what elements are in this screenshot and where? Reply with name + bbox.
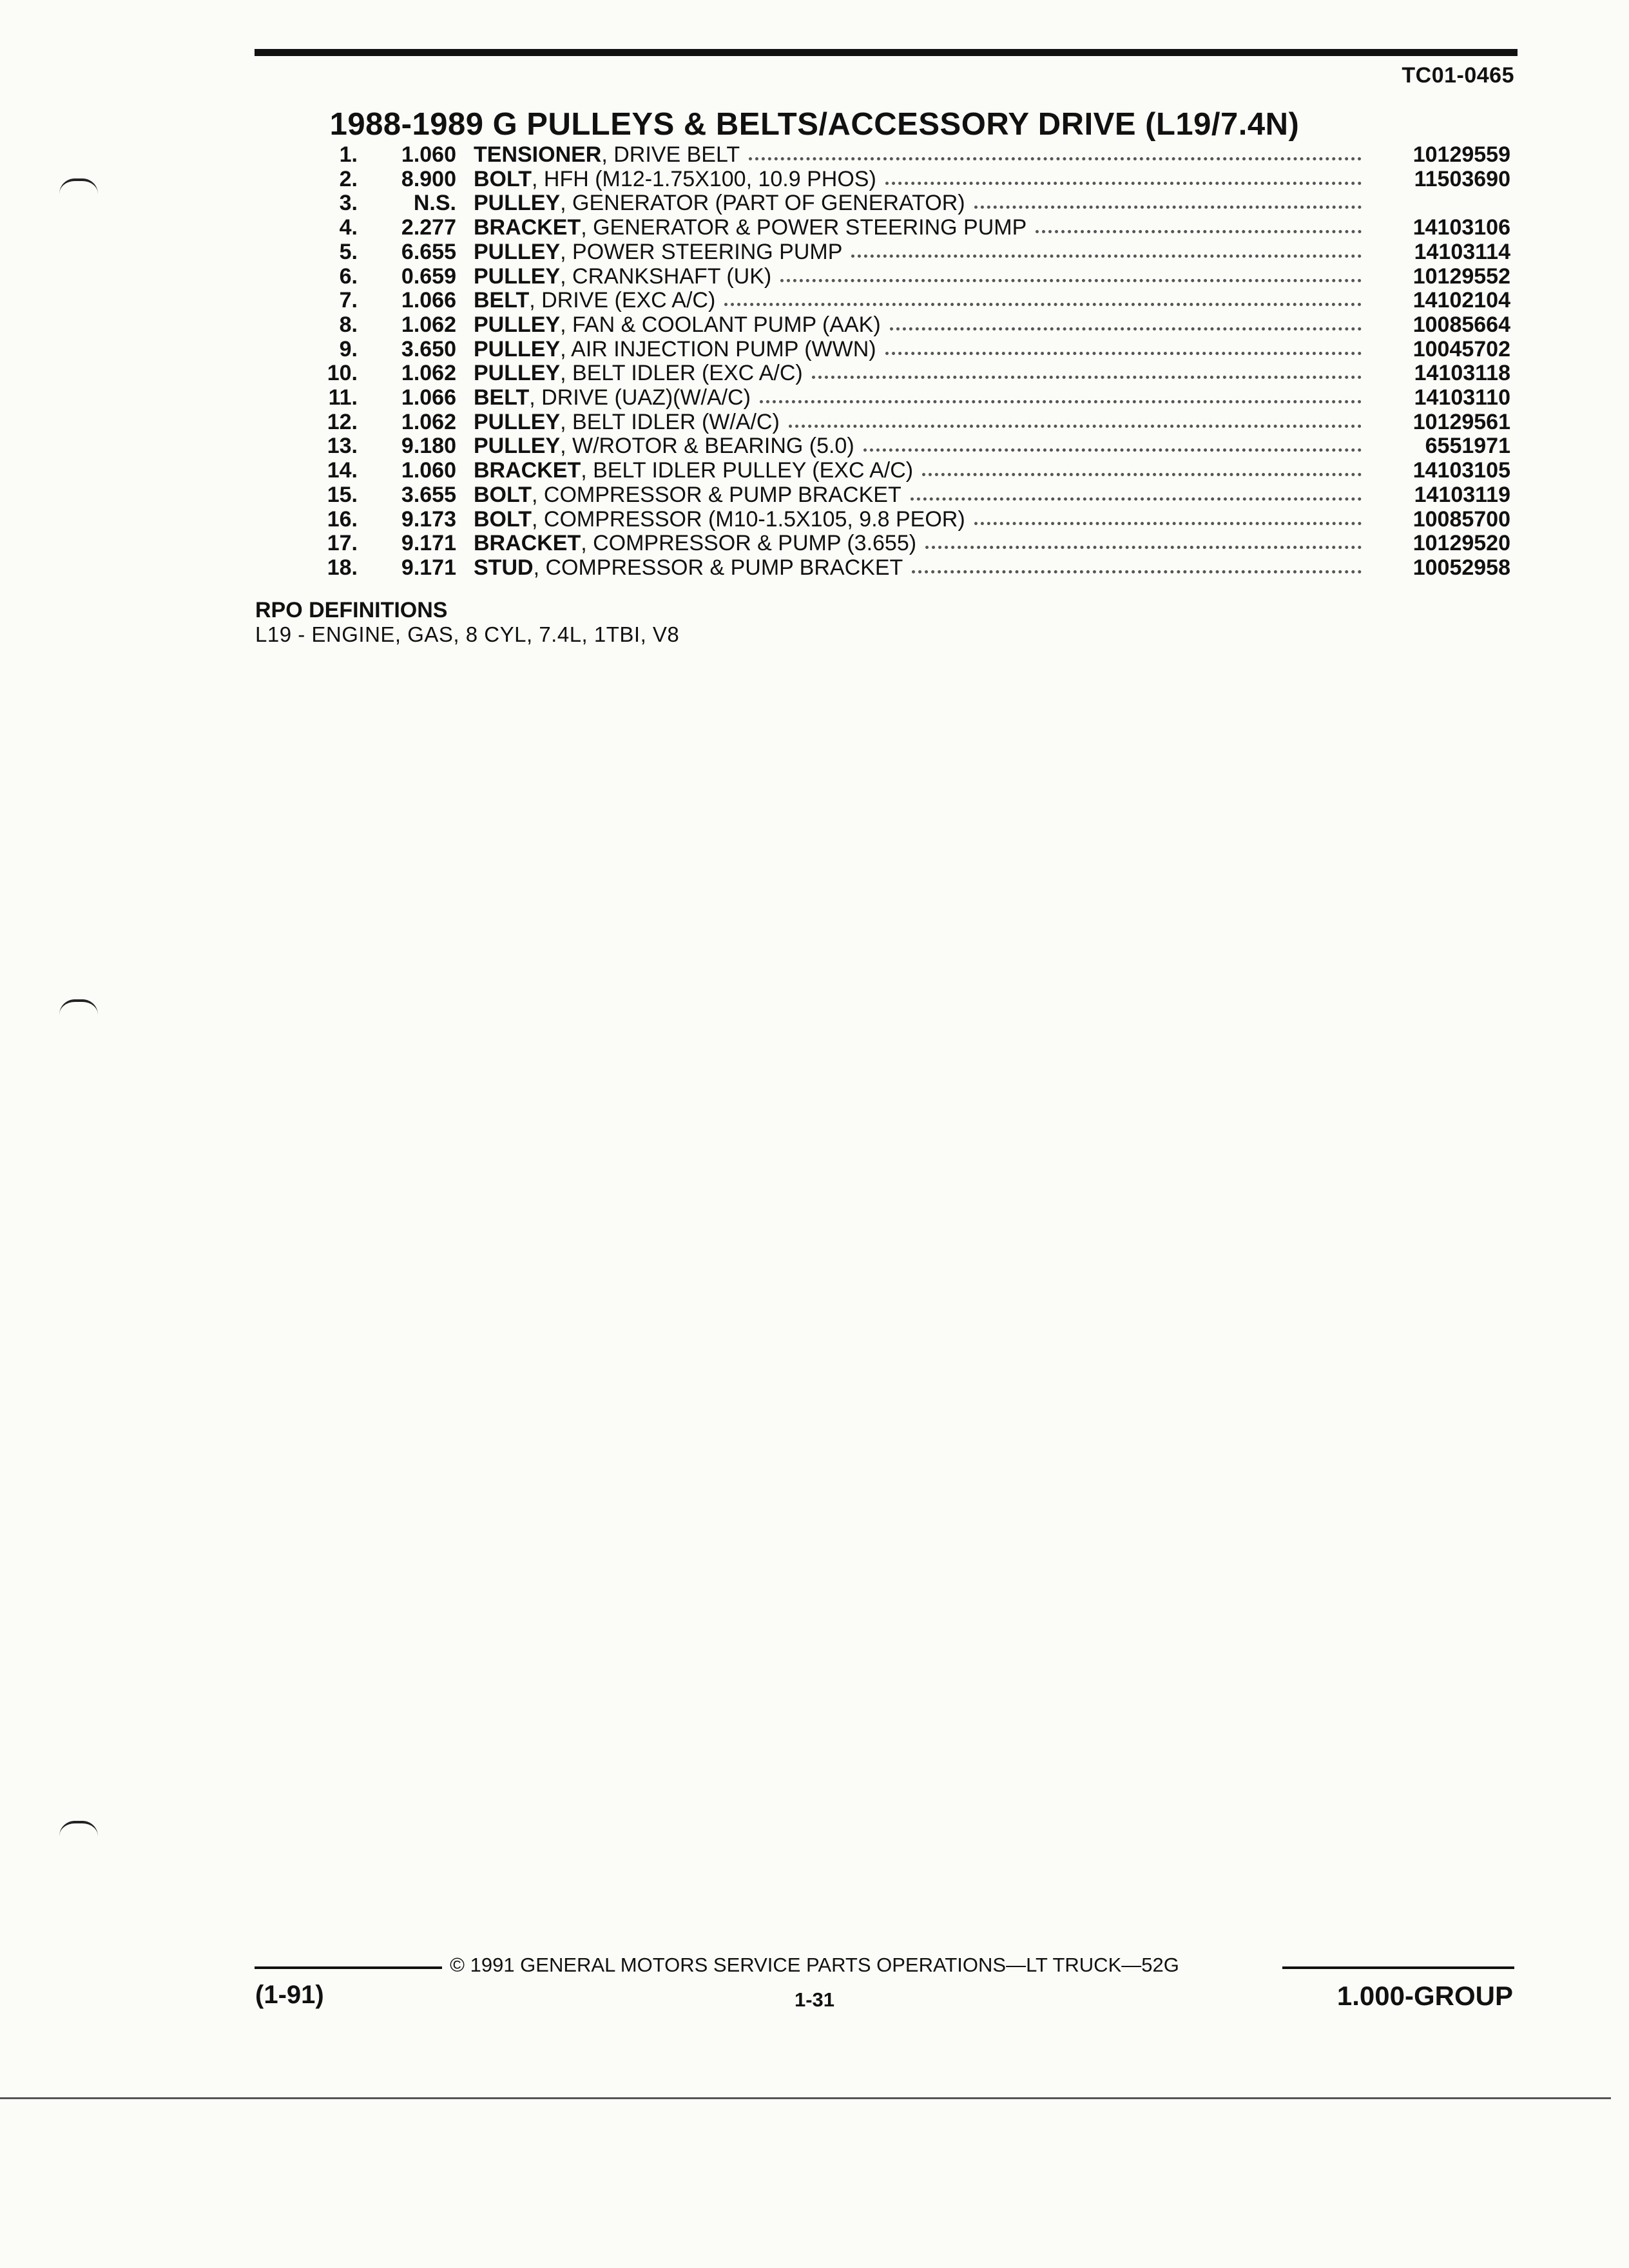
part-number: 10129520 (1412, 531, 1510, 556)
catalog-code: 1.060 (401, 458, 456, 483)
part-description (474, 143, 1362, 167)
part-row (0, 508, 1629, 532)
part-row (0, 532, 1629, 555)
leader-dots (885, 168, 1362, 185)
catalog-code: 3.655 (401, 482, 456, 507)
item-number: 11. (328, 385, 358, 410)
part-name: PULLEY (474, 361, 561, 386)
item-number: 16. (327, 506, 358, 532)
part-description (474, 313, 1362, 337)
part-detail: , AIR INJECTION PUMP (WWN) (560, 337, 876, 361)
part-detail: , COMPRESSOR & PUMP BRACKET (533, 555, 903, 580)
part-name: BOLT (474, 483, 532, 507)
catalog-code: 1.062 (401, 409, 456, 434)
catalog-code: 9.171 (401, 555, 456, 580)
catalog-code: N.S. (413, 191, 456, 216)
catalog-code: 8.900 (401, 166, 456, 191)
binding-hole-mark (59, 1821, 98, 1836)
part-name: BRACKET (474, 459, 581, 483)
part-row (0, 483, 1629, 507)
catalog-code: 1.066 (401, 288, 456, 313)
leader-dots (1036, 216, 1362, 233)
part-description (474, 410, 1362, 434)
revision-date: (1-91) (255, 1981, 324, 2009)
part-detail: , POWER STEERING PUMP (560, 240, 843, 264)
part-description (474, 168, 1362, 191)
part-name: TENSIONER (474, 143, 602, 167)
part-name: BRACKET (474, 532, 581, 556)
catalog-code: 6.655 (401, 239, 456, 264)
leader-dots (912, 556, 1362, 573)
part-description (474, 265, 1362, 289)
header-rule (255, 49, 1518, 56)
part-description (474, 434, 1362, 458)
leader-dots (780, 265, 1362, 282)
leader-dots (863, 434, 1362, 452)
part-description (474, 240, 1362, 264)
item-number: 17. (327, 531, 358, 556)
leader-dots (922, 459, 1362, 476)
part-name: BOLT (474, 507, 532, 532)
leader-dots (789, 410, 1362, 428)
binding-hole-mark (59, 999, 98, 1015)
part-row (0, 240, 1629, 264)
part-row (0, 338, 1629, 361)
part-number: 14102104 (1412, 288, 1510, 313)
part-detail: , DRIVE (UAZ)(W/A/C) (529, 386, 751, 410)
part-name: PULLEY (474, 410, 561, 434)
leader-dots (974, 508, 1362, 525)
part-detail: , BELT IDLER (EXC A/C) (560, 361, 803, 386)
part-description (474, 338, 1362, 361)
part-number: 14103119 (1414, 482, 1510, 507)
part-detail: , DRIVE BELT (601, 143, 740, 167)
leader-dots (974, 191, 1362, 209)
item-number: 3. (339, 191, 358, 216)
part-number: 14103114 (1414, 239, 1510, 264)
part-name: PULLEY (474, 434, 561, 459)
leader-dots (812, 361, 1362, 379)
catalog-code: 1.066 (401, 385, 456, 410)
page-bottom-rule (0, 2097, 1611, 2099)
catalog-code: 9.180 (401, 434, 456, 459)
part-row (0, 289, 1629, 312)
part-description (474, 289, 1362, 312)
item-number: 6. (339, 264, 358, 289)
document-id: TC01-0465 (1402, 63, 1514, 88)
catalog-code: 1.062 (401, 312, 456, 337)
item-number: 4. (339, 215, 358, 240)
item-number: 2. (339, 166, 358, 191)
leader-dots (851, 240, 1362, 258)
part-detail: , FAN & COOLANT PUMP (AAK) (560, 312, 881, 337)
part-detail: , DRIVE (EXC A/C) (529, 289, 716, 313)
part-number: 14103110 (1414, 385, 1510, 410)
catalog-code: 9.171 (401, 531, 456, 556)
part-name: BELT (474, 289, 530, 313)
leader-dots (724, 289, 1362, 306)
item-number: 12. (327, 409, 358, 434)
rpo-definition: L19 - ENGINE, GAS, 8 CYL, 7.4L, 1TBI, V8 (255, 622, 680, 646)
leader-dots (911, 483, 1362, 501)
item-number: 9. (339, 336, 358, 361)
part-detail: , GENERATOR (PART OF GENERATOR) (560, 191, 965, 216)
part-number: 10129552 (1412, 264, 1510, 289)
part-description (474, 361, 1362, 385)
leader-dots (749, 143, 1362, 160)
part-description (474, 556, 1362, 580)
part-row (0, 386, 1629, 410)
item-number: 15. (327, 482, 358, 507)
part-name: PULLEY (474, 337, 561, 361)
part-row (0, 216, 1629, 240)
part-name: BELT (474, 386, 530, 410)
part-name: STUD (474, 555, 534, 580)
catalog-code: 0.659 (401, 264, 456, 289)
part-row (0, 265, 1629, 289)
part-number: 14103106 (1412, 215, 1510, 240)
item-number: 1. (339, 142, 358, 167)
item-number: 8. (339, 312, 358, 337)
leader-dots (885, 338, 1362, 355)
leader-dots (760, 386, 1362, 403)
part-row (0, 410, 1629, 434)
part-name: PULLEY (474, 264, 561, 289)
part-description (474, 532, 1362, 555)
group-number: 1.000-GROUP (1336, 1981, 1513, 2011)
part-number: 6551971 (1425, 434, 1510, 459)
part-row (0, 313, 1629, 337)
part-description (474, 483, 1362, 507)
part-description (474, 508, 1362, 532)
part-detail: , BELT IDLER PULLEY (EXC A/C) (581, 459, 914, 483)
part-detail: , CRANKSHAFT (UK) (560, 264, 772, 289)
page-number: 1-31 (794, 1988, 835, 2011)
part-number: 10085700 (1412, 506, 1510, 532)
item-number: 10. (327, 361, 358, 386)
part-number: 10129561 (1412, 409, 1510, 434)
item-number: 18. (327, 555, 358, 580)
rpo-heading: RPO DEFINITIONS (255, 598, 448, 622)
part-name: PULLEY (474, 312, 561, 337)
part-name: BOLT (474, 167, 532, 191)
part-description (474, 386, 1362, 410)
part-row (0, 361, 1629, 385)
part-description (474, 191, 1362, 215)
part-description (474, 459, 1362, 483)
part-detail: , COMPRESSOR (M10-1.5X105, 9.8 PEOR) (532, 507, 965, 532)
part-row (0, 556, 1629, 580)
copyright-text: © 1991 GENERAL MOTORS SERVICE PARTS OPERATIONS—LT TRUCK—52G (442, 1954, 1187, 1976)
part-description (474, 216, 1362, 240)
catalog-code: 9.173 (401, 506, 456, 532)
catalog-code: 3.650 (401, 336, 456, 361)
part-number: 14103118 (1414, 361, 1510, 386)
part-number: 11503690 (1414, 166, 1510, 191)
part-row (0, 434, 1629, 458)
part-number: 10129559 (1412, 142, 1510, 167)
item-number: 5. (339, 239, 358, 264)
part-number: 10085664 (1412, 312, 1510, 337)
part-number: 14103105 (1412, 458, 1510, 483)
part-name: PULLEY (474, 191, 561, 216)
part-name: BRACKET (474, 216, 581, 240)
page-title: 1988-1989 G PULLEYS & BELTS/ACCESSORY DRIVE (L19/7.4N) (329, 107, 1300, 142)
part-number: 10045702 (1412, 336, 1510, 361)
part-detail: , COMPRESSOR & PUMP (3.655) (581, 532, 917, 556)
part-detail: , HFH (M12-1.75X100, 10.9 PHOS) (532, 167, 876, 191)
part-detail: , W/ROTOR & BEARING (5.0) (560, 434, 854, 459)
part-number: 10052958 (1412, 555, 1510, 580)
part-row (0, 191, 1629, 215)
catalog-code: 1.060 (401, 142, 456, 167)
catalog-code: 2.277 (401, 215, 456, 240)
item-number: 7. (339, 288, 358, 313)
part-name: PULLEY (474, 240, 561, 264)
catalog-code: 1.062 (401, 361, 456, 386)
part-detail: , BELT IDLER (W/A/C) (560, 410, 780, 434)
part-row (0, 168, 1629, 191)
item-number: 13. (327, 434, 358, 459)
part-detail: , COMPRESSOR & PUMP BRACKET (532, 483, 901, 507)
item-number: 14. (327, 458, 358, 483)
part-row (0, 143, 1629, 167)
copyright-notice (0, 1954, 1629, 1977)
leader-dots (890, 313, 1362, 331)
part-row (0, 459, 1629, 483)
leader-dots (925, 532, 1362, 549)
part-detail: , GENERATOR & POWER STEERING PUMP (581, 216, 1027, 240)
